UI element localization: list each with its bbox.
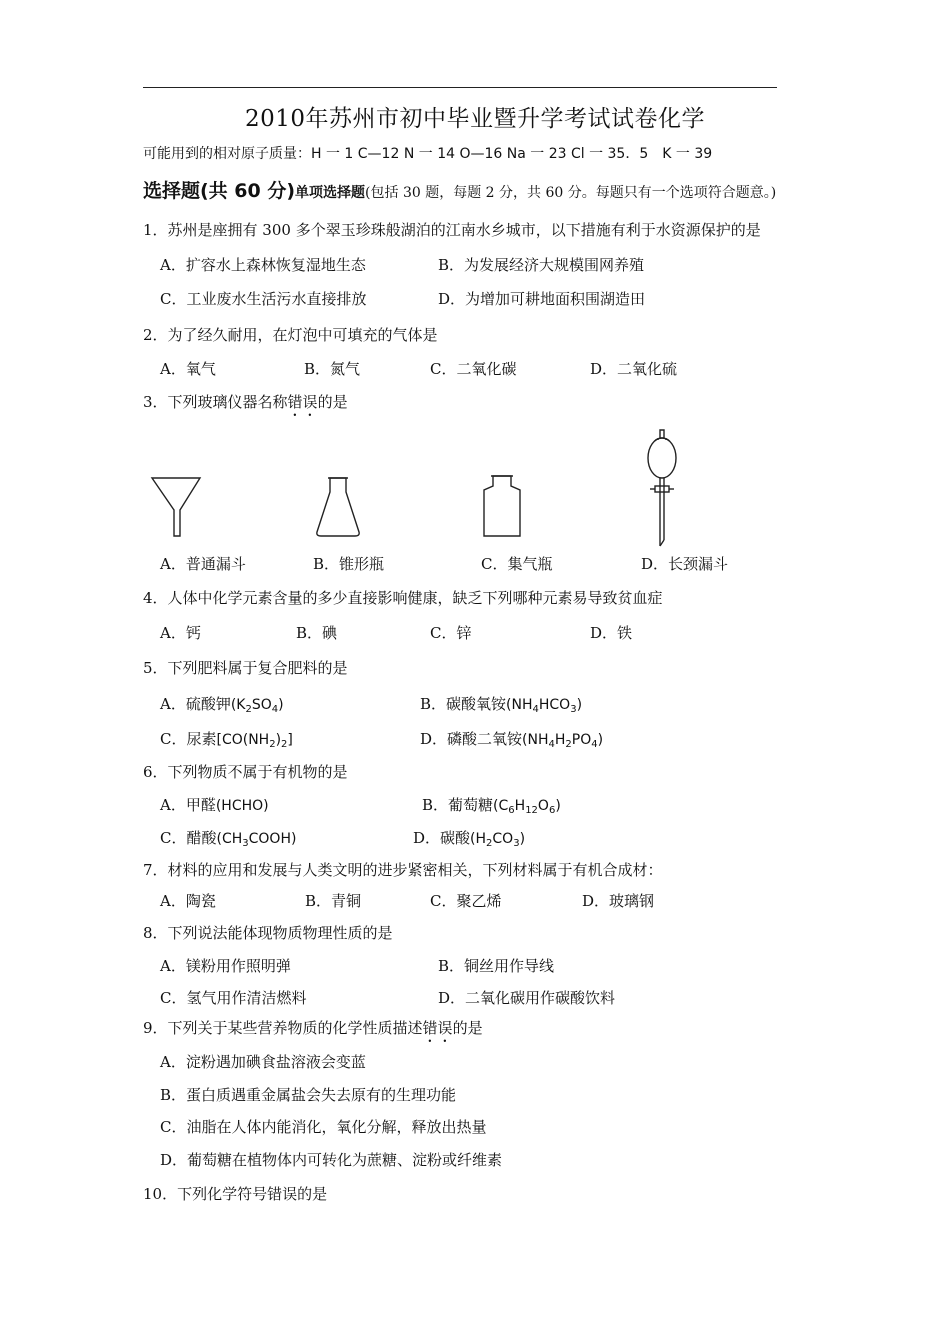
q8-stem: 8．下列说法能体现物质物理性质的是 [143, 924, 393, 942]
section-rest: (包括 30 题，每题 2 分，共 60 分。每题只有一个选项符合题意。) [365, 185, 777, 201]
q9-stem-emphasis: 错误 [422, 1019, 453, 1037]
q5-option-b-label: B．碳酸氧铵 [420, 695, 507, 713]
q2-option-d: D．二氧化硫 [590, 360, 678, 378]
separatory-funnel-illustration [640, 428, 684, 550]
q5-stem: 5．下列肥料属于复合肥料的是 [143, 659, 348, 677]
q6-option-d [413, 828, 525, 849]
q7-option-a: A．陶瓷 [160, 892, 216, 910]
q2-option-b: B．氮气 [304, 360, 361, 378]
q1-option-c: C．工业废水生活污水直接排放 [160, 290, 367, 308]
q3-option-d: D．长颈漏斗 [641, 555, 729, 573]
q4-option-b: B．碘 [296, 624, 338, 642]
q6-option-a [160, 795, 269, 816]
q6-stem: 6．下列物质不属于有机物的是 [143, 763, 348, 781]
q1-option-d: D．为增加可耕地面积围湖造田 [438, 290, 646, 308]
funnel-illustration [148, 474, 204, 540]
q5-option-a-label: A．硫酸钾 [160, 695, 231, 713]
q6-option-c-formula: $(CH_3COOH)$ [216, 831, 297, 849]
q3-stem-post: 的是 [317, 393, 348, 411]
q6-option-b-formula: $(C_6H_{12}O_6)$ [493, 798, 561, 816]
q6-option-b [422, 795, 561, 816]
q5-option-d [420, 729, 603, 750]
q8-option-d: D．二氧化碳用作碳酸饮料 [438, 989, 616, 1007]
q6-option-a-label: A．甲醛 [160, 796, 216, 814]
q2-option-a: A．氧气 [160, 360, 216, 378]
section-heading [143, 176, 776, 203]
q3-stem [143, 392, 348, 420]
conical-flask-illustration [313, 474, 363, 540]
q1-option-a: A．扩容水上森林恢复湿地生态 [160, 256, 366, 274]
q2-option-c: C．二氧化碳 [430, 360, 517, 378]
q3-stem-emphasis: 错误 [287, 393, 318, 411]
q6-option-d-formula: $(H_2CO_3)$ [470, 831, 526, 849]
section-sub: 单项选择题 [295, 185, 366, 201]
q5-option-d-formula: $(NH_4H_2PO_4)$ [522, 732, 604, 750]
q3-option-c: C．集气瓶 [481, 555, 553, 573]
q9-stem [143, 1018, 483, 1046]
q6-option-d-label: D．碳酸 [413, 829, 471, 847]
q7-option-b: B．青铜 [305, 892, 362, 910]
q5-option-a [160, 694, 284, 715]
q4-option-a: A．钙 [160, 624, 201, 642]
q9-option-b: B．蛋白质遇重金属盐会失去原有的生理功能 [160, 1086, 457, 1104]
q3-option-b: B．锥形瓶 [313, 555, 385, 573]
q9-stem-post: 的是 [452, 1019, 483, 1037]
q4-option-d: D．铁 [590, 624, 633, 642]
q6-option-a-formula: (HCHO) [215, 798, 269, 814]
q5-option-b-formula: $(NH_4HCO_3)$ [506, 697, 583, 715]
q4-stem: 4．人体中化学元素含量的多少直接影响健康，缺乏下列哪种元素易导致贫血症 [143, 589, 663, 607]
q1-stem: 1．苏州是座拥有 300 多个翠玉珍珠般湖泊的江南水乡城市，以下措施有利于水资源保护的是 [143, 221, 761, 239]
q7-stem: 7．材料的应用和发展与人类文明的进步紧密相关，下列材料属于有机合成材： [143, 861, 663, 879]
q5-option-b [420, 694, 582, 715]
q8-option-a: A．镁粉用作照明弹 [160, 957, 291, 975]
q5-option-c-label: C．尿素 [160, 730, 217, 748]
q7-option-d: D．玻璃钢 [582, 892, 655, 910]
q5-option-d-label: D．磷酸二氧铵 [420, 730, 523, 748]
q5-option-c-formula: $[CO(NH_2)_2]$ [216, 732, 293, 750]
q7-option-c: C．聚乙烯 [430, 892, 502, 910]
q8-option-b: B．铜丝用作导线 [438, 957, 555, 975]
gas-jar-illustration [478, 472, 526, 542]
page-title: 2010年苏州市初中毕业暨升学考试试卷化学 [244, 106, 706, 132]
q9-stem-pre: 9．下列关于某些营养物质的化学性质描述 [143, 1019, 423, 1037]
q6-option-c-label: C．醋酸 [160, 829, 217, 847]
q3-option-a: A．普通漏斗 [160, 555, 246, 573]
q1-option-b: B．为发展经济大规模围网养殖 [438, 256, 645, 274]
q8-option-c: C．氢气用作清洁燃料 [160, 989, 307, 1007]
q9-option-a: A．淀粉遇加碘食盐溶液会变蓝 [160, 1053, 366, 1071]
atomic-masses: 可能用到的相对原子质量：H 一 1 C—12 N 一 14 O—16 Na 一 23 Cl 一 35．5 K 一 39 [143, 146, 713, 162]
header-rule [143, 87, 777, 88]
q3-stem-pre: 3．下列玻璃仪器名称 [143, 393, 288, 411]
q5-option-a-formula: $(K_2SO_4)$ [230, 697, 284, 715]
q9-option-c: C．油脂在人体内能消化，氧化分解，释放出热量 [160, 1118, 487, 1136]
q9-option-d: D．葡萄糖在植物体内可转化为蔗糖、淀粉或纤维素 [160, 1151, 503, 1169]
section-main: 选择题(共 60 分) [143, 180, 296, 202]
q10-stem: 10．下列化学符号错误的是 [143, 1185, 328, 1203]
q4-option-c: C．锌 [430, 624, 472, 642]
q2-stem: 2．为了经久耐用，在灯泡中可填充的气体是 [143, 326, 438, 344]
q5-option-c [160, 729, 293, 750]
q6-option-b-label: B．葡萄糖 [422, 796, 494, 814]
q6-option-c [160, 828, 296, 849]
